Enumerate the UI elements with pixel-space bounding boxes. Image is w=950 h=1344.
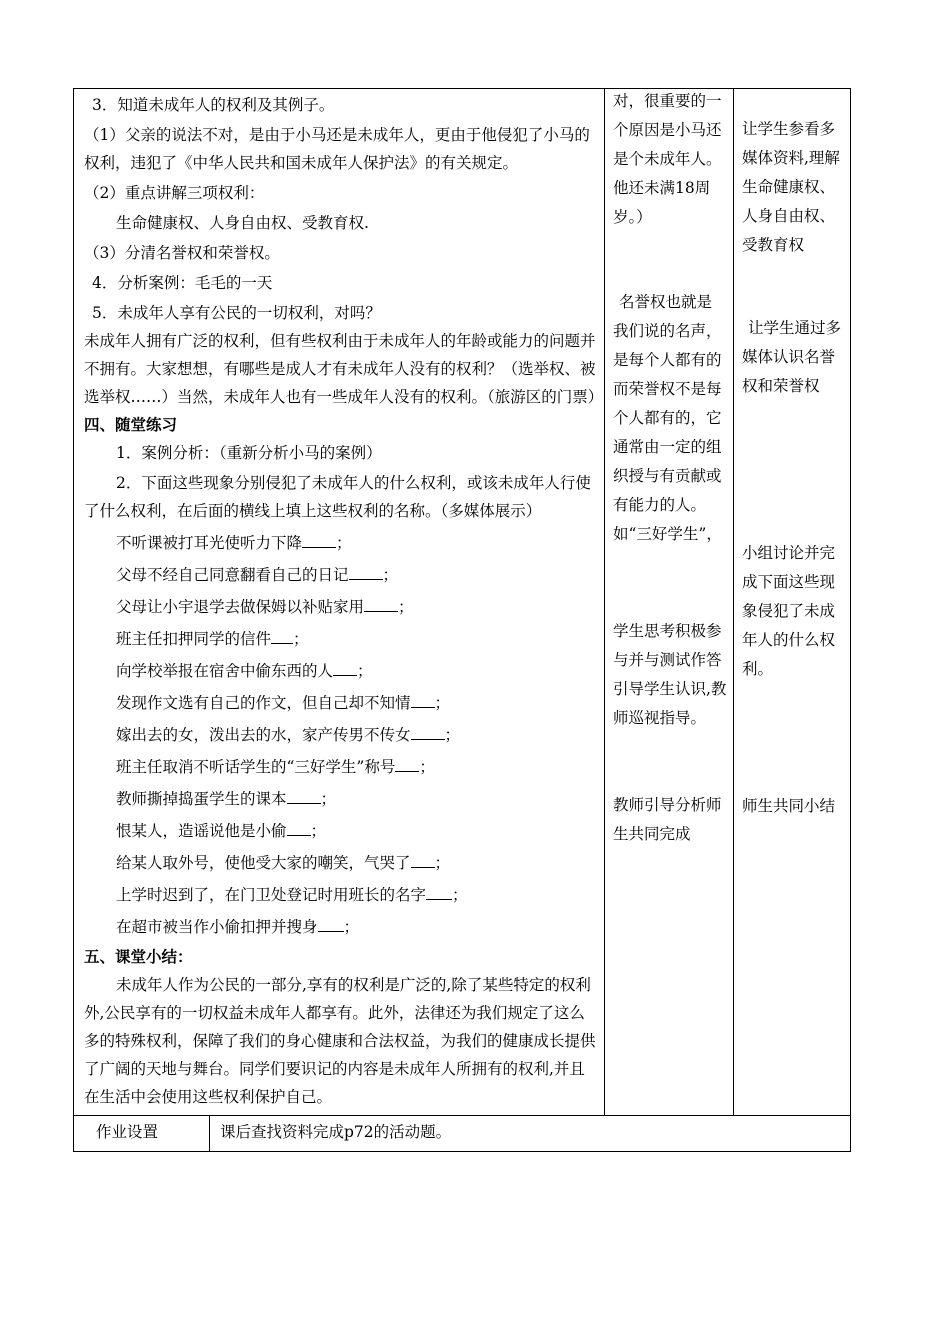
answer-blank[interactable] [395,757,419,772]
exercise-item: 发现作文选有自己的作文，但自己却不知情 ； [116,694,451,712]
answer-blank[interactable] [349,565,383,580]
lesson-plan-table [73,88,851,1152]
intent-group-discussion: 小组讨论并完成下面这些现象侵犯了未成年人的什么权利。 [742,544,836,678]
answer-blank[interactable] [302,533,336,548]
teacher-activity-cell [605,89,734,1116]
student-thinking-note: 学生思考积极参与并与测试作答引导学生认识,教师巡视指导。 [613,622,727,727]
homework-cell [74,1116,851,1152]
summary-paragraph: 未成年人作为公民的一部分,享有的权利是广泛的,除了某些特定的权利外,公民享有的一切权益未成年人都享有。此外，法律还为我们规定了这么多的特殊权利，保障了我们的身心健康和合法权益，为我们的健康成长提供了广阔的天地与舞台。同学们要识记的内容是未成年人所拥有的权利,并且在生活中会使用这些权利保护自己。 [84,976,596,1106]
exercise-item: 班主任取消不听话学生的“三好学生”称号 ； [116,758,435,776]
point-3: 3．知道未成年人的权利及其例子。 [92,96,335,114]
intent-reputation: 让学生通过多媒体认识名誉权和荣誉权 [742,319,842,395]
exercise-item: 上学时迟到了，在门卫处登记时用班长的名字 ； [116,886,468,904]
intent-summary: 师生共同小结 [742,797,836,815]
content-row [74,89,851,1116]
exercise-item: 恨某人，造谣说他是小偷 ； [116,822,327,840]
point-5-explanation: 未成年人拥有广泛的权利，但有些权利由于未成年人的年龄或能力的问题并不拥有。大家想想，有哪些是成人才有未成年人没有的权利？（选举权、被选举权……）当然，未成年人也有一些成年人没有的权利。（旅游区的门票） [84,332,604,406]
answer-blank[interactable] [411,725,445,740]
point-5: 5．未成年人享有公民的一切权利，对吗？ [92,304,381,322]
homework-text: 课后查找资料完成p72的活动题。 [220,1123,452,1141]
design-intent-text [734,115,850,821]
exercise-item: 不听课被打耳光使听力下降 ； [116,534,352,552]
teaching-process-cell [74,89,605,1116]
three-rights: 生命健康权、人身自由权、受教育权. [116,214,369,232]
exercise-items-list [84,529,598,941]
exercise-item: 嫁出去的女，泼出去的水，家产传男不传女 ； [116,726,461,744]
answer-blank[interactable] [318,917,344,932]
answer-blank[interactable] [287,821,311,836]
point-3-3: （3）分清名誉权和荣誉权。 [84,244,280,262]
exercise-1: 1．案例分析：（重新分析小马的案例） [116,444,382,462]
answer-blank[interactable] [287,789,321,804]
teaching-process-text [74,89,604,1115]
answer-blank[interactable] [333,661,357,676]
homework-label: 作业设置 [74,1116,210,1151]
exercise-item: 父母不经自己同意翻看自己的日记 ； [116,566,399,584]
exercise-item: 在超市被当作小偷扣押并搜身 ； [116,918,360,936]
section-5-heading: 五、课堂小结： [84,947,193,966]
exercise-item: 向学校举报在宿舍中偷东西的人 ； [116,662,373,680]
teacher-activity-text [605,87,733,849]
point-4: 4．分析案例：毛毛的一天 [92,274,273,292]
answer-blank[interactable] [411,693,435,708]
guided-analysis-note: 教师引导分析师生共同完成 [613,796,722,843]
section-4-heading: 四、随堂练习 [84,415,178,434]
exercise-item: 给某人取外号，使他受大家的嘲笑，气哭了 ； [116,854,451,872]
answer-blank[interactable] [411,853,435,868]
answer-blank[interactable] [426,885,452,900]
homework-wrapper [74,1116,850,1151]
design-intent-cell [734,89,851,1116]
answer-blank[interactable] [271,629,293,644]
exercise-item: 班主任扣押同学的信件 ； [116,630,309,648]
answer-blank[interactable] [364,597,398,612]
answer-note: 对，很重要的一个原因是小马还是个未成年人。他还未满18周岁。） [613,92,722,226]
intent-rights: 让学生参看多媒体资料,理解生命健康权、人身自由权、受教育权 [742,120,840,254]
point-3-1: （1）父亲的说法不对，是由于小马还是未成年人，更由于他侵犯了小马的权利，违犯了《中华人民共和国未成年人保护法》的有关规定。 [84,126,590,172]
honor-explanation: 名誉权也就是我们说的名声，是每个人都有的而荣誉权不是每个人都有的，它通常由一定的组织授与有贡献或有能力的人。如“三好学生”， [613,293,722,543]
exercise-item: 父母让小宇退学去做保姆以补贴家用 ； [116,598,414,616]
exercise-item: 教师撕掉捣蛋学生的课本 ； [116,790,337,808]
point-3-2: （2）重点讲解三项权利： [84,184,265,202]
exercise-2: 2．下面这些现象分别侵犯了未成年人的什么权利，或该未成年人行使了什么权利，在后面的横线上填上这些权利的名称。（多媒体展示） [84,474,591,520]
homework-row [74,1116,851,1152]
